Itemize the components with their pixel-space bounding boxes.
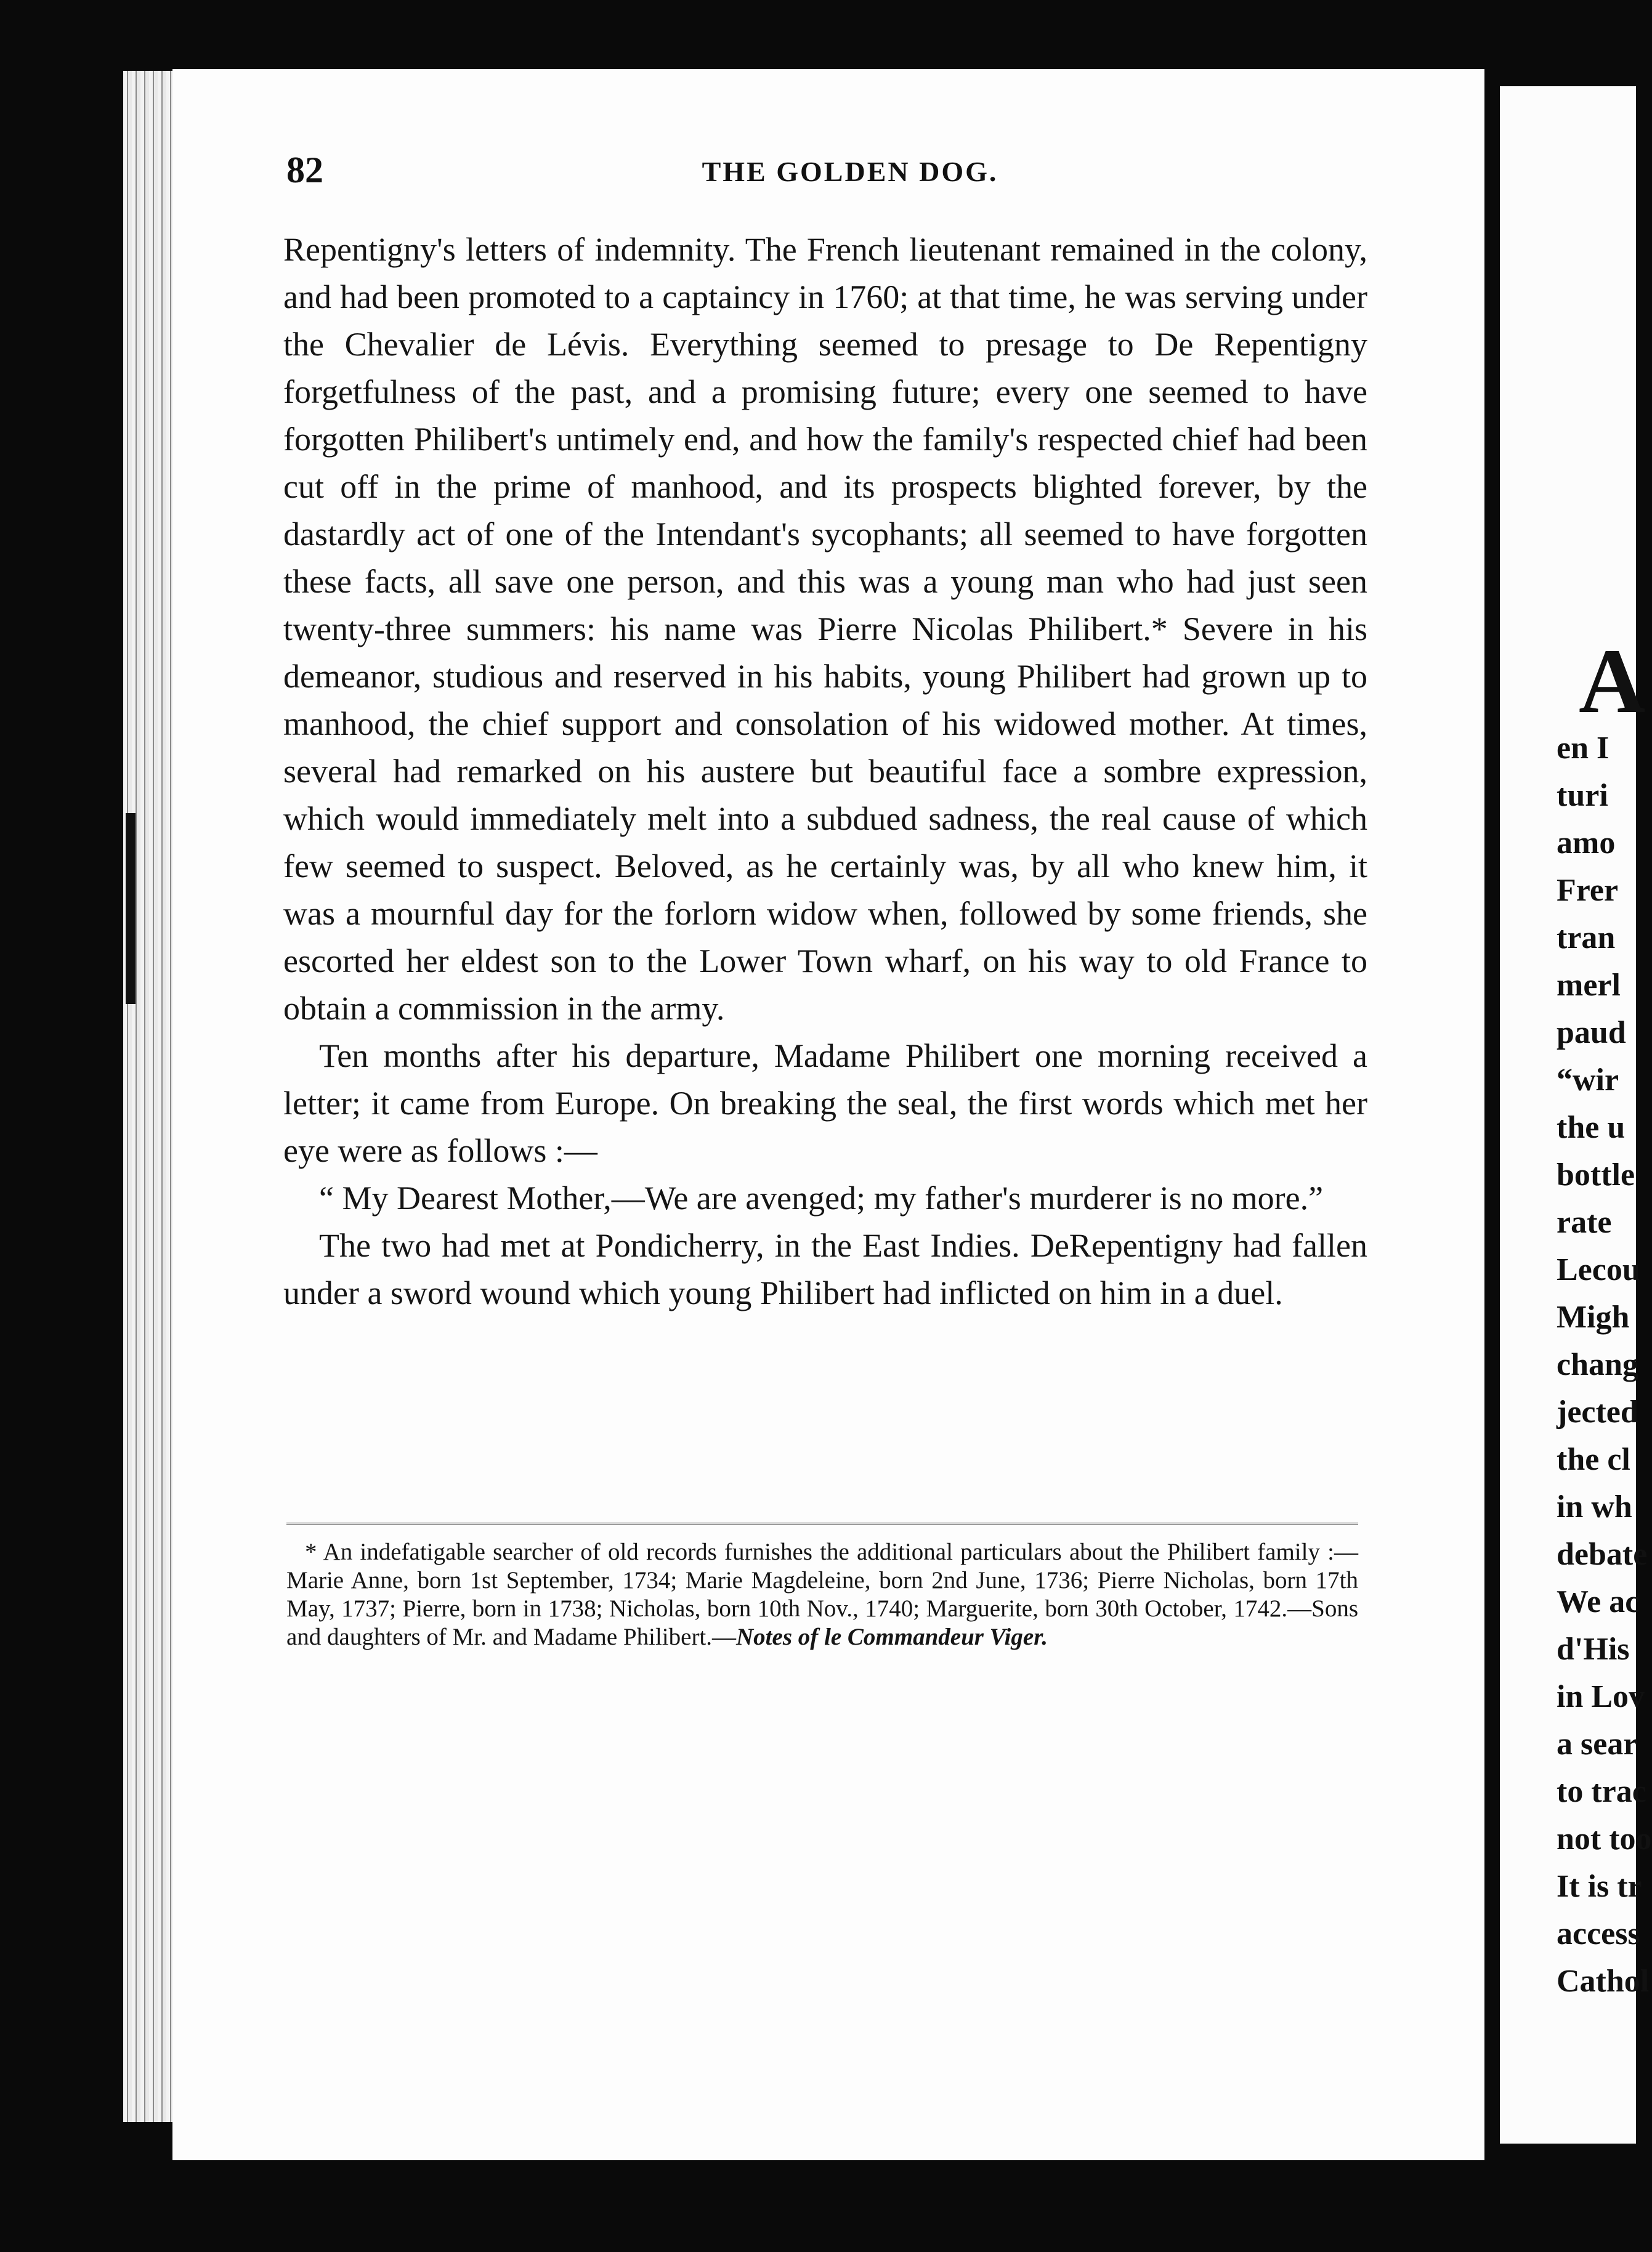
facing-page-line: to trac	[1557, 1774, 1646, 1809]
facing-page-line: We ac	[1557, 1584, 1640, 1619]
page-title: THE GOLDEN DOG.	[702, 156, 998, 187]
facing-page-line: chang	[1557, 1347, 1638, 1382]
drop-cap: A	[1579, 630, 1646, 732]
facing-page-line: jected	[1557, 1395, 1638, 1430]
footnote	[286, 1538, 1358, 1651]
footnote-rule	[286, 1523, 1358, 1525]
book-page	[172, 69, 1484, 2160]
book-binding-tab	[126, 813, 136, 1004]
facing-page-line: merl	[1557, 968, 1621, 1003]
facing-page-line: “wir	[1557, 1063, 1619, 1098]
footnote-text: * An indefatigable searcher of old records furnishes the additional particulars about the Philibert family :—Marie Anne, born 1st September, 1734; Marie Magdeleine, born 2nd June, 1736; Pierre Nicholas, born 17th May, 1737; Pierre, born in 1738; Nicholas, born 10th Nov., 1740; Marguerite, born 30th October, 1742.—Sons and daughters of Mr. and Madame Philibert.—	[286, 1539, 1358, 1650]
facing-page-line: Frer	[1557, 873, 1619, 908]
paragraph: “ My Dearest Mother,—We are avenged; my father's murderer is no more.”	[319, 1180, 1324, 1217]
facing-page-line: rate	[1557, 1205, 1612, 1240]
facing-page-line: paud	[1557, 1015, 1626, 1050]
facing-page-line: the cl	[1557, 1442, 1630, 1477]
facing-page-line: Migh	[1557, 1300, 1630, 1335]
facing-page-line: not too	[1557, 1821, 1652, 1857]
page-number: 82	[286, 150, 323, 190]
paragraph: Ten months after his departure, Madame Philibert one morning received a letter; it came from Europe. On breaking the seal, the first words which met her eye were as follows :—	[283, 1037, 1367, 1169]
facing-page-line: bottle	[1557, 1157, 1635, 1193]
facing-page-line: It is tr	[1557, 1869, 1642, 1904]
facing-page-line: debate	[1557, 1537, 1648, 1572]
paragraph: The two had met at Pondicherry, in the East Indies. DeRepentigny had fallen under a sword wound which young Philibert had inflicted on him in a duel.	[283, 1227, 1367, 1311]
facing-page-line: in wh	[1557, 1489, 1632, 1525]
facing-page-line: en I	[1557, 731, 1609, 766]
book-page-edges	[123, 71, 174, 2122]
body-text	[283, 226, 1367, 1317]
facing-page-line: Lecou	[1557, 1252, 1640, 1287]
footnote-source: Notes of le Commandeur Viger.	[736, 1624, 1048, 1650]
facing-page-line: tran	[1557, 920, 1616, 955]
facing-page-line: a sear	[1557, 1727, 1638, 1762]
facing-page-line: Cathol	[1557, 1964, 1650, 1999]
facing-page-line: amo	[1557, 825, 1616, 861]
paragraph: Repentigny's letters of indemnity. The French lieutenant remained in the colony, and had been promoted to a captaincy in 1760; at that time, he was serving under the Chevalier de Lévis. Everything seemed to presage to De Repentigny forgetfulness of the past, and a promising future; every one seemed to have forgotten Philibert's untimely end, and how the family's respected chief had been cut off in the prime of manhood, and its prospects blighted forever, by the dastardly act of one of the Intendant's sycophants; all seemed to have forgotten these facts, all save one person, and this was a young man who had just seen twenty-three summers: his name was Pierre Nicolas Philibert.* Severe in his demeanor, studious and reserved in his habits, young Philibert had grown up to manhood, the chief support and consolation of his widowed mother. At times, several had remarked on his austere but beautiful face a sombre expression, which would immediately melt into a subdued sadness, the real cause of which few seemed to suspect. Beloved, as he certainly was, by all who knew him, it was a mournful day for the forlorn widow when, followed by some friends, she escorted her eldest son to the Lower Town wharf, on his way to old France to obtain a commission in the army.	[283, 231, 1367, 1027]
running-head	[286, 149, 1414, 198]
facing-page-line: in Lov	[1557, 1679, 1645, 1714]
facing-page-line: turi	[1557, 778, 1608, 813]
facing-page-line: the u	[1557, 1110, 1626, 1145]
facing-page	[1500, 86, 1652, 2144]
facing-page-line: d'His	[1557, 1632, 1630, 1667]
facing-page-line: access	[1557, 1916, 1640, 1951]
